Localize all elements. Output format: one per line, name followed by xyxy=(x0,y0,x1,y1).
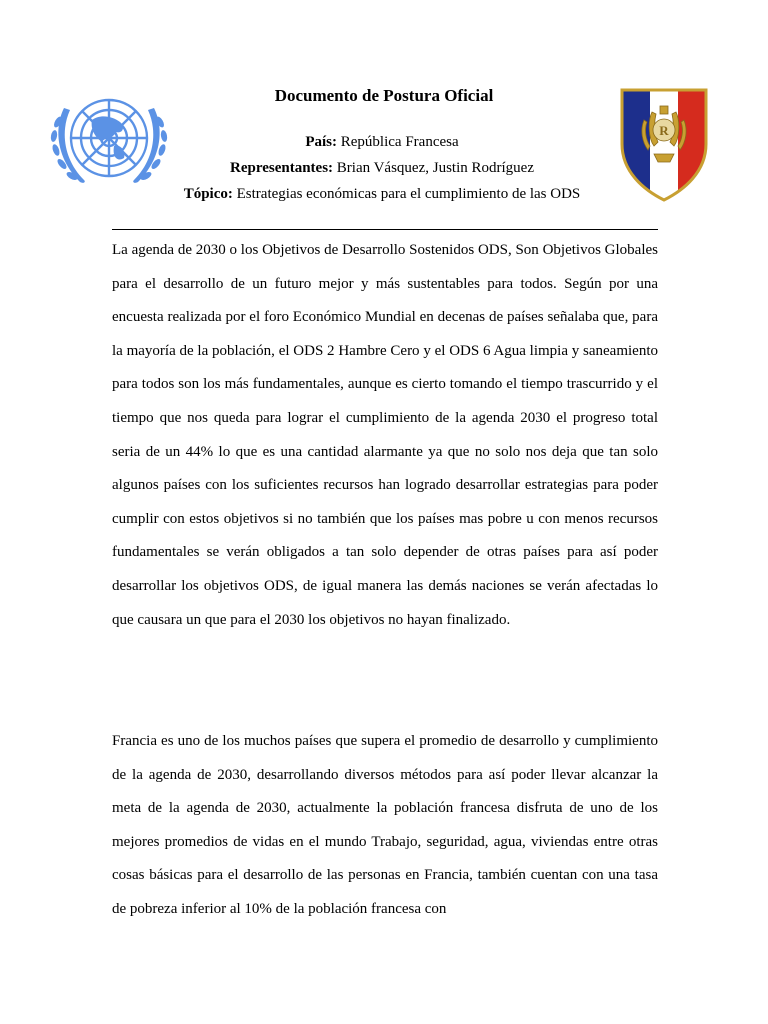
meta-topic-value: Estrategias económicas para el cumplimiento de las ODS xyxy=(236,186,581,202)
header-divider xyxy=(112,229,658,230)
meta-topic-label: Tópico: xyxy=(183,186,233,202)
svg-text:R: R xyxy=(659,123,669,138)
paragraph-2: Francia es uno de los muchos países que supera el promedio de desarrollo y cumplimiento de la agenda de 2030, desarrollando diversos métodos para así poder llevar alcanzar la meta de la agenda de 2030, actualmente la población francesa disfruta de uno de los mejores promedios de vidas en el mundo Trabajo, seguridad, agua, viviendas entre otras cosas básicas para el desarrollo de las personas en Francia, también cuentan con una tasa de pobreza inferior al 10% de la población francesa con xyxy=(112,733,658,917)
document-title: Documento de Postura Oficial xyxy=(274,86,494,105)
meta-country xyxy=(0,134,764,151)
meta-representatives-value: Brian Vásquez, Justin Rodríguez xyxy=(336,160,534,176)
meta-topic xyxy=(0,186,764,203)
meta-representatives-label: Representantes: xyxy=(230,160,334,176)
paragraph-1: La agenda de 2030 o los Objetivos de Desarrollo Sostenidos ODS, Son Objetivos Globales para el desarrollo de un futuro mejor y más sustentables para todos. Según por una encuesta realizada por el foro Económico Mundial en decenas de países señalaba que, para la mayoría de la población, el ODS 2 Hambre Cero y el ODS 6 Agua limpia y saneamiento para todos son los más fundamentales, aunque es cierto tomando el tiempo trascurrido y el tiempo que nos queda para lograr el cumplimiento de la agenda 2030 el progreso total seria de un 44% lo que es una cantidad alarmante ya que no solo nos deja que tan solo algunos países con los suficientes recursos han logrado desarrollar estrategias para poder cumplir con estos objetivos si no también que los países mas pobre u con menos recursos fundamentales se verán obligados a tan solo depender de otras países para así poder desarrollar los objetivos ODS, de igual manera las demás naciones se verán afectadas lo que causara un que para el 2030 los objetivos no hayan finalizado. xyxy=(112,242,658,628)
meta-country-label: País: xyxy=(305,134,338,150)
meta-country-value: República Francesa xyxy=(340,134,459,150)
meta-representatives xyxy=(0,160,764,177)
